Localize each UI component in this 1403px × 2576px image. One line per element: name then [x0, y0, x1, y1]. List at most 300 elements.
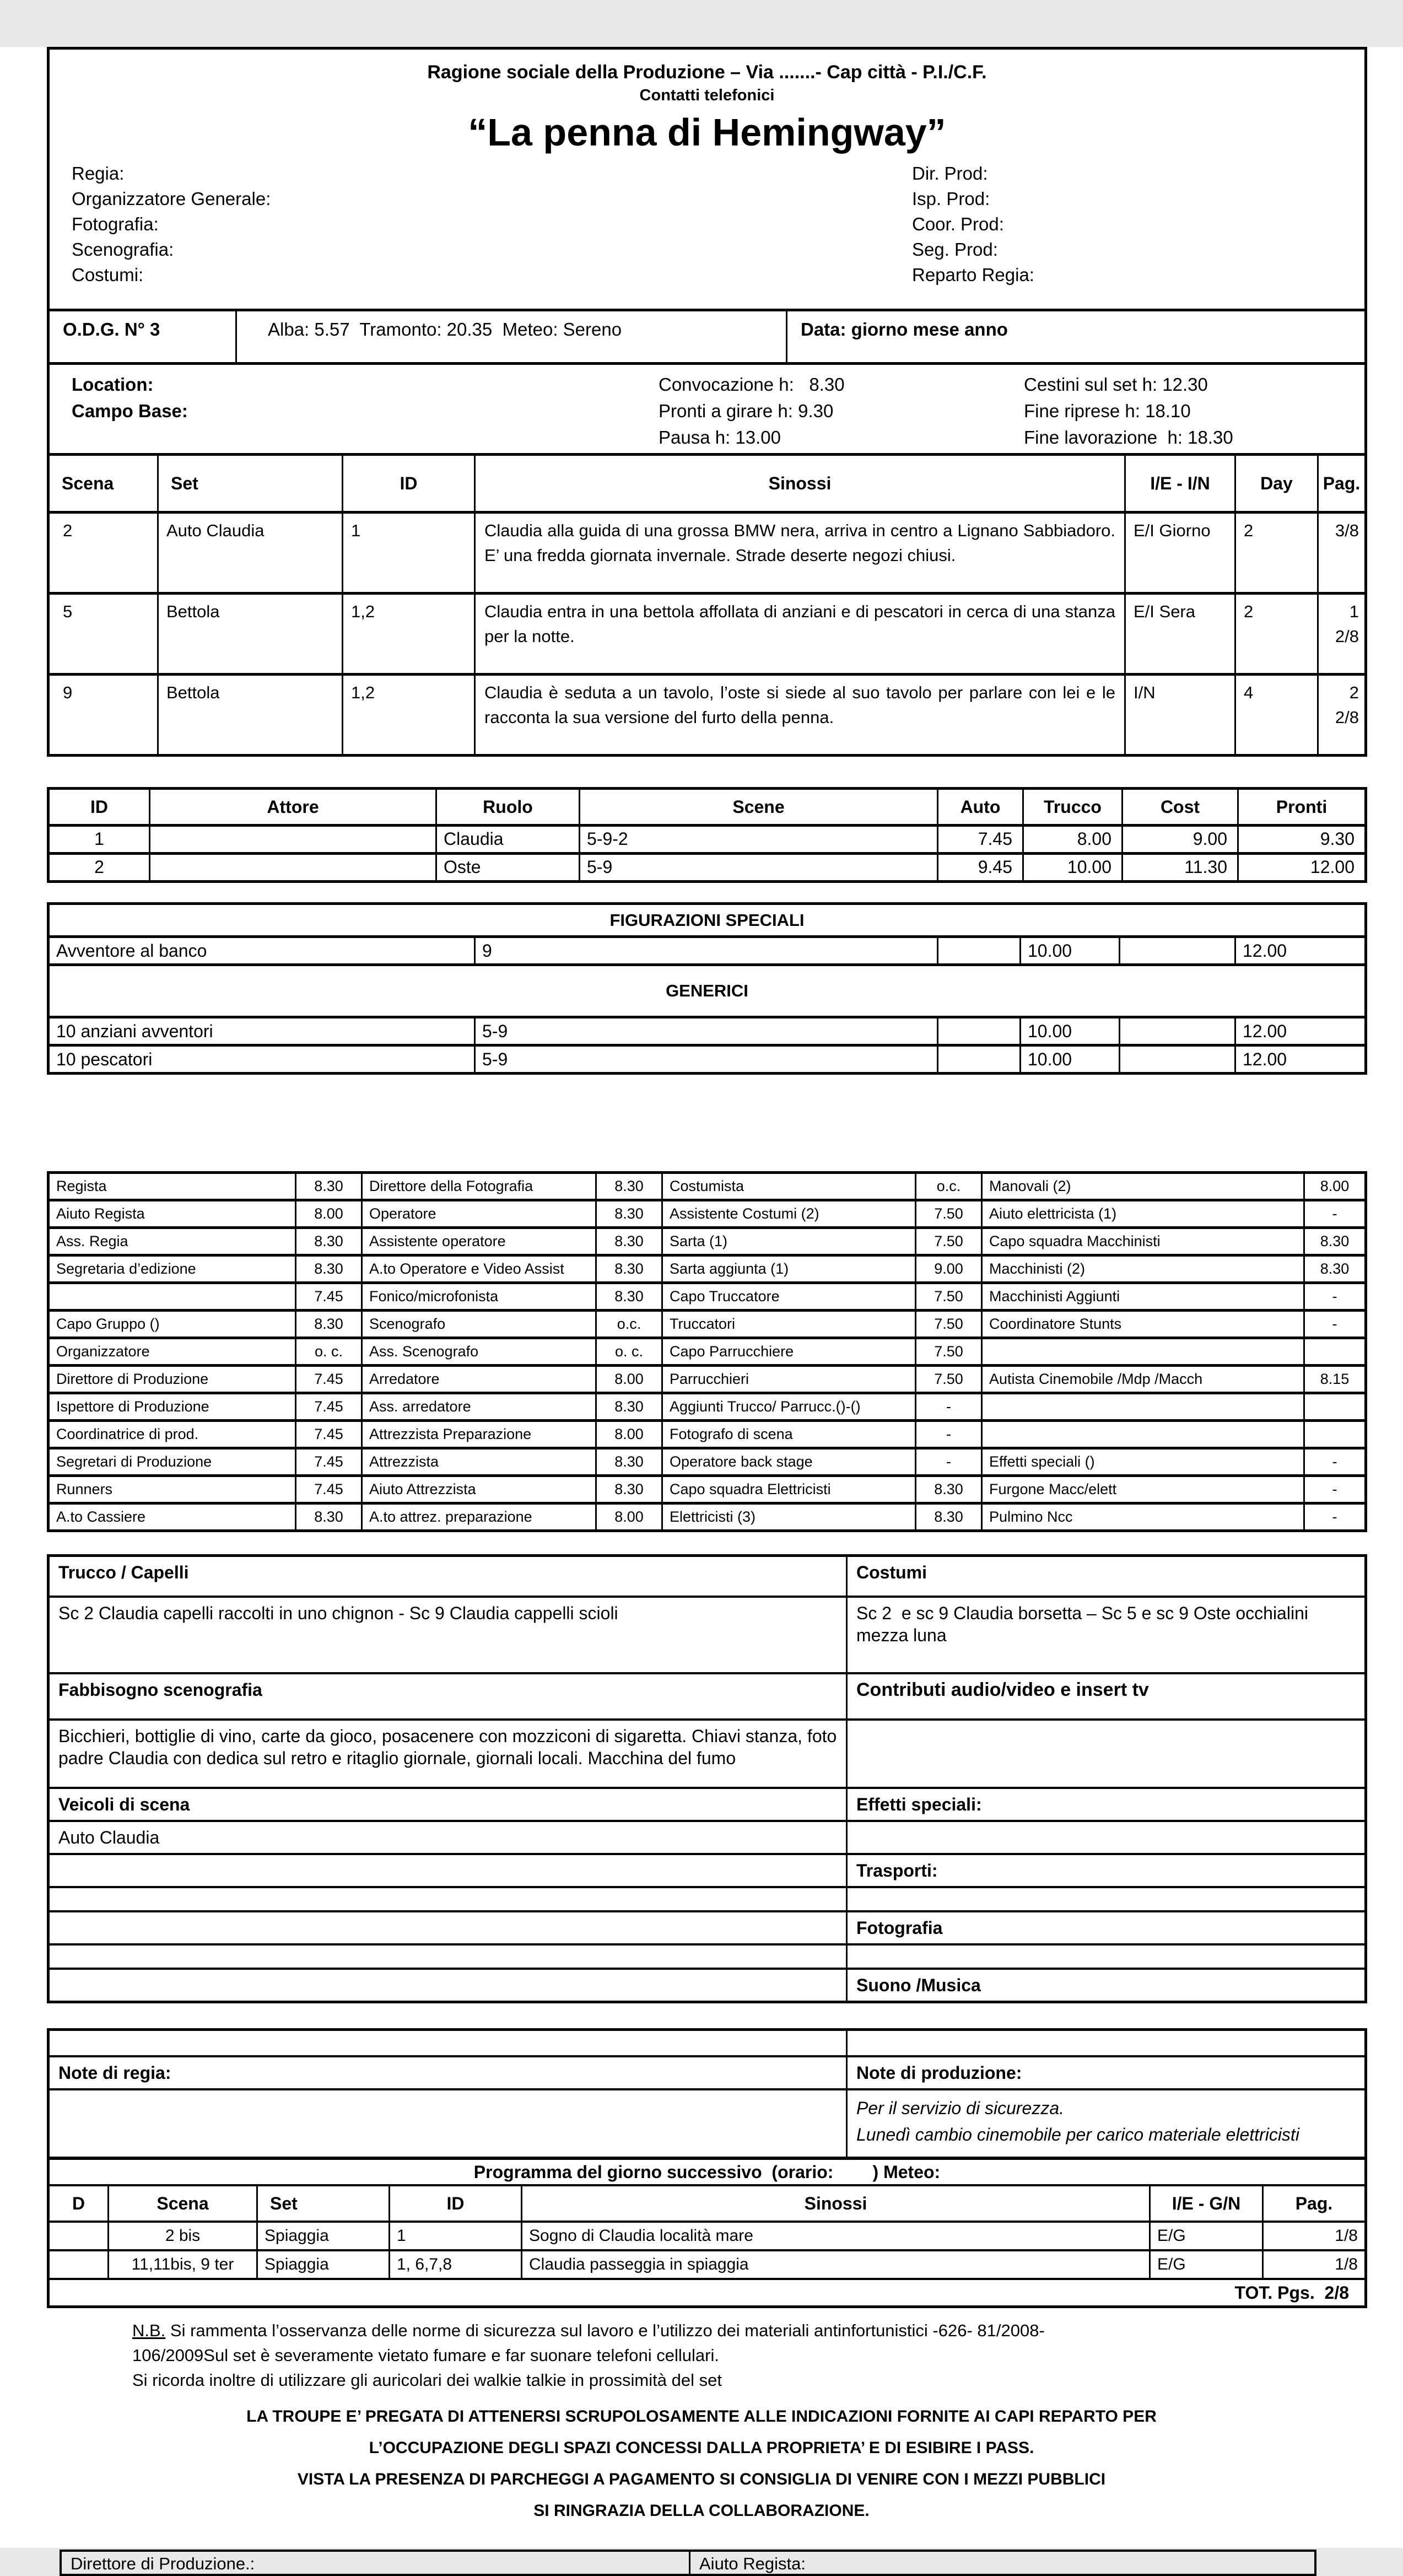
cell: Per il servizio di sicurezza. [856, 2098, 1064, 2118]
cell [937, 1047, 1019, 1072]
shoot-date: Data: giorno mese anno [786, 311, 1364, 362]
location-label [72, 398, 188, 424]
odg-row [50, 309, 1364, 365]
cell: 7.50 [915, 1312, 981, 1336]
cell: 2 [1234, 595, 1317, 673]
cell: 1 2/8 [1317, 595, 1364, 673]
director-notes-header: Note di regia: [58, 2063, 171, 2083]
cell: 10 pescatori [56, 1049, 153, 1069]
credit-label [72, 237, 271, 262]
cell: Scenografo [361, 1312, 595, 1336]
cell: 1,2 [342, 595, 474, 673]
cell: 7.45 [295, 1449, 361, 1474]
call-sheet-page [0, 47, 1403, 2573]
troupe-notice-line [0, 2471, 1403, 2488]
cell: Fonico/microfonista [361, 1284, 595, 1309]
dept-row [50, 1886, 1364, 1910]
cell: Fotografia: [72, 214, 159, 234]
column-header: ID [90, 796, 108, 817]
cell [981, 1394, 1303, 1419]
cell: o. c. [595, 1339, 661, 1364]
cell: 10.00 [1019, 1047, 1119, 1072]
cell: Lunedì cambio cinemobile per carico materiale elettricisti [856, 2125, 1299, 2144]
cell: Pulmino Ncc [981, 1505, 1303, 1529]
cell: Fotografo di scena [661, 1422, 915, 1447]
cell: Claudia passeggia in spiaggia [521, 2251, 1149, 2278]
credit-label [72, 186, 271, 212]
cell: Location: [72, 374, 154, 395]
empty-cell [846, 2031, 1364, 2055]
cell [149, 827, 435, 852]
cell [937, 1018, 1019, 1044]
production-notes-header: Note di produzione: [846, 2057, 1364, 2088]
cell: 10.00 [1019, 938, 1119, 963]
cell: Claudia [435, 827, 579, 852]
cell: 1, 6,7,8 [388, 2251, 521, 2278]
cell: 12.00 [1234, 1047, 1364, 1072]
cell: o. c. [295, 1339, 361, 1364]
sfx-header: Effetti speciali: [846, 1789, 1364, 1820]
column-header: Sinossi [474, 456, 1124, 511]
cell: 8.00 [595, 1422, 661, 1447]
av-inserts-header: Contributi audio/video e insert tv [846, 1674, 1364, 1718]
call-time [1024, 398, 1233, 424]
notes-header-row [50, 2055, 1364, 2088]
cell: LA TROUPE E’ PREGATA DI ATTENERSI SCRUPOLOSAMENTE ALLE INDICAZIONI FORNITE AI CAPI REPARTO PER [246, 2407, 1157, 2426]
cell: Arredatore [361, 1367, 595, 1392]
notes-content-row [50, 2088, 1364, 2157]
cell: 8.00 [595, 1367, 661, 1392]
cell: - [1303, 1284, 1364, 1309]
cell: Elettricisti (3) [661, 1505, 915, 1529]
next-day-row [50, 2221, 1364, 2249]
cell: - [1303, 1505, 1364, 1529]
cell: 9.00 [915, 1257, 981, 1281]
call-time [659, 424, 845, 451]
set-dressing-header: Fabbisogno scenografia [58, 1680, 262, 1700]
cell: Fine lavorazione h: 18.30 [1024, 427, 1233, 448]
call-times-row [50, 365, 1364, 453]
cell: 8.30 [595, 1201, 661, 1226]
column-header: Sinossi [521, 2186, 1149, 2221]
troupe-notice-line [0, 2439, 1403, 2456]
cell: 9.45 [937, 855, 1022, 880]
cell [1119, 1047, 1234, 1072]
cell: Ass. Regia [56, 1233, 128, 1249]
odg-number: O.D.G. N° 3 [50, 311, 237, 362]
credits-section [50, 161, 1364, 309]
cell: Cestini sul set h: 12.30 [1024, 374, 1208, 395]
cell: E/G [1149, 2223, 1262, 2249]
notes-empty-row [50, 2031, 1364, 2055]
cell: E/I Giorno [1124, 514, 1234, 592]
cell: Claudia alla guida di una grossa BMW nera, arriva in centro a Lignano Sabbiadoro. E’ una fredda giornata invernale. Strade deserte negozi chiusi. [474, 514, 1124, 592]
sun-weather-info: Alba: 5.57 Tramonto: 20.35 Meteo: Sereno [268, 319, 622, 339]
call-time [659, 398, 845, 424]
photography-header: Fotografia [846, 1912, 1364, 1943]
cell: Furgone Macc/elett [981, 1477, 1303, 1502]
cell: Ass. Scenografo [361, 1339, 595, 1364]
empty-cell [50, 1912, 846, 1943]
cell: 1/8 [1262, 2223, 1364, 2249]
cell: Campo Base: [72, 401, 188, 421]
column-header: Pag. [1262, 2186, 1364, 2221]
cell: Seg. Prod: [912, 239, 998, 260]
empty-cell [50, 1888, 846, 1910]
scene-table [50, 453, 1364, 754]
dept-row [50, 1968, 1364, 2001]
cell [1303, 1422, 1364, 1447]
dept-row [50, 1718, 1364, 1787]
column-header: Auto [937, 790, 1022, 824]
cell: Operatore back stage [661, 1449, 915, 1474]
cell: 8.30 [595, 1394, 661, 1419]
av-inserts-notes [846, 1721, 1364, 1787]
credits-left [72, 161, 271, 288]
cell: Sogno di Claudia località mare [521, 2223, 1149, 2249]
crew-row [50, 1281, 1364, 1309]
column-header: Pronti [1237, 790, 1364, 824]
cell: - [1303, 1201, 1364, 1226]
crew-row [50, 1174, 1364, 1199]
cell: 7.45 [295, 1394, 361, 1419]
cell: 4 [1234, 676, 1317, 754]
cell [981, 1339, 1303, 1364]
cell: 9 [63, 683, 73, 702]
cell: Reparto Regia: [912, 265, 1034, 285]
credit-label [72, 212, 271, 237]
cell: Sarta (1) [661, 1229, 915, 1254]
call-times-right [1024, 371, 1233, 451]
cell: 1/8 [1262, 2251, 1364, 2278]
column-header: Ruolo [435, 790, 579, 824]
troupe-notice [0, 2408, 1403, 2519]
cell: 5 [63, 602, 73, 621]
cell: Capo Truccatore [661, 1284, 915, 1309]
empty-cell [50, 1855, 846, 1886]
cell: 8.30 [295, 1229, 361, 1254]
cell: 8.30 [295, 1257, 361, 1281]
crew-row [50, 1364, 1364, 1392]
director-notes-content [50, 2090, 846, 2157]
transport-header: Trasporti: [846, 1855, 1364, 1886]
production-director-signature: Direttore di Produzione.: [62, 2552, 690, 2574]
cell: Bettola [157, 676, 342, 754]
cell [1303, 1339, 1364, 1364]
extras-row [50, 1018, 1364, 1044]
cell: 8.00 [595, 1505, 661, 1529]
cell: 8.30 [1303, 1257, 1364, 1281]
cell: 8.30 [295, 1505, 361, 1529]
cell: 10.00 [1019, 1018, 1119, 1044]
empty-cell [50, 1946, 846, 1968]
cell: 5-9-2 [579, 827, 937, 852]
cell [50, 2251, 107, 2278]
cell: 7.50 [915, 1229, 981, 1254]
cell: I/N [1124, 676, 1234, 754]
cell: o.c. [595, 1312, 661, 1336]
dept-row [50, 1787, 1364, 1820]
credit-label [72, 262, 271, 288]
column-header: Set [256, 2186, 388, 2221]
scene-row [50, 592, 1364, 673]
dept-row [50, 1853, 1364, 1886]
cell: Assistente Costumi (2) [661, 1201, 915, 1226]
cell: 8.30 [595, 1477, 661, 1502]
credit-label [912, 262, 1034, 288]
cast-table-header [50, 790, 1364, 824]
cell: Organizzatore Generale: [72, 188, 271, 209]
special-extras-header: FIGURAZIONI SPECIALI [609, 910, 805, 930]
next-day-row [50, 2249, 1364, 2278]
costumes-header: Costumi [846, 1557, 1364, 1596]
generic-extras-body [50, 1018, 1364, 1072]
cell: 8.30 [595, 1284, 661, 1309]
cell: 9.00 [1121, 827, 1237, 852]
column-header: Scene [579, 790, 937, 824]
cell: Isp. Prod: [912, 188, 990, 209]
cell: Regia: [72, 163, 125, 184]
cell: 12.00 [1234, 1018, 1364, 1044]
nb-line [132, 2318, 1212, 2343]
cell: A.to attrez. preparazione [361, 1505, 595, 1529]
dept-row [50, 1596, 1364, 1672]
cell: 9.30 [1237, 827, 1364, 852]
cell: Aiuto elettricista (1) [981, 1201, 1303, 1226]
next-day-table-body [50, 2221, 1364, 2278]
cell: 7.45 [295, 1422, 361, 1447]
crew-call-body [50, 1174, 1364, 1529]
set-dressing-notes: Bicchieri, bottiglie di vino, carte da gioco, posacenere con mozziconi di sigaretta. Chiavi stanza, foto padre Claudia con dedica sul retro e ritaglio giornale, giornali locali. Macchina del fumo [58, 1726, 837, 1768]
cell: - [915, 1449, 981, 1474]
cell: 8.30 [595, 1257, 661, 1281]
nb-label: N.B. [132, 2321, 166, 2340]
assistant-director-signature: Aiuto Regista: [699, 2554, 806, 2573]
column-header: Scena [107, 2186, 256, 2221]
makeup-hair-header: Trucco / Capelli [58, 1562, 189, 1582]
sound-music-header: Suono /Musica [846, 1970, 1364, 2001]
cell: Operatore [361, 1201, 595, 1226]
crew-row [50, 1419, 1364, 1447]
nb-text: Si rammenta l’osservanza delle norme di sicurezza sul lavoro e l’utilizzo dei materiali antinfortunistici -626- 81/2008- [165, 2321, 1045, 2340]
extras-row [50, 1044, 1364, 1072]
cell: Assistente operatore [361, 1229, 595, 1254]
crew-row [50, 1447, 1364, 1474]
cell: 8.30 [595, 1174, 661, 1199]
column-header: Pag. [1317, 456, 1364, 511]
cell [1119, 1018, 1234, 1044]
photography-notes [846, 1946, 1364, 1968]
cell: Coordinatrice di prod. [56, 1426, 199, 1442]
cell: 8.00 [1303, 1174, 1364, 1199]
cell: - [1303, 1477, 1364, 1502]
cell: 7.50 [915, 1339, 981, 1364]
cell: o.c. [915, 1174, 981, 1199]
credit-label [912, 161, 1034, 186]
cell [149, 855, 435, 880]
dept-row [50, 1910, 1364, 1943]
cell: 1 [94, 829, 104, 849]
cell: Regista [56, 1178, 107, 1194]
cell: 7.45 [295, 1284, 361, 1309]
cell: Coordinatore Stunts [981, 1312, 1303, 1336]
cell: Effetti speciali () [981, 1449, 1303, 1474]
makeup-hair-notes: Sc 2 Claudia capelli raccolti in uno chignon - Sc 9 Claudia cappelli scioli [58, 1603, 618, 1623]
credit-label [72, 161, 271, 186]
credit-label [912, 186, 1034, 212]
cell: 11,11bis, 9 ter [107, 2251, 256, 2278]
special-extras-body [50, 935, 1364, 963]
dept-row [50, 1820, 1364, 1853]
cell: 12.00 [1237, 855, 1364, 880]
nb-line: Si ricorda inoltre di utilizzare gli auricolari dei walkie talkie in prossimità del set [132, 2370, 722, 2390]
cell: 8.30 [295, 1174, 361, 1199]
cell: Autista Cinemobile /Mdp /Macch [981, 1367, 1303, 1392]
troupe-notice-line [0, 2408, 1403, 2425]
cell: Costumista [661, 1174, 915, 1199]
cell: 7.50 [915, 1367, 981, 1392]
dept-row [50, 1672, 1364, 1718]
call-times-middle [659, 371, 845, 451]
cell: E/I Sera [1124, 595, 1234, 673]
cell: E/G [1149, 2251, 1262, 2278]
cell: 2 bis [107, 2223, 256, 2249]
cell: 11.30 [1121, 855, 1237, 880]
empty-cell [50, 2031, 846, 2055]
column-header: I/E - G/N [1149, 2186, 1262, 2221]
notes-and-next-day-box [47, 2028, 1367, 2308]
cell: - [1303, 1312, 1364, 1336]
cell [937, 938, 1019, 963]
cell: Direttore della Fotografia [361, 1174, 595, 1199]
film-title: “La penna di Hemingway” [468, 111, 946, 154]
crew-row [50, 1226, 1364, 1254]
cell: 5-9 [579, 855, 937, 880]
cell: Dir. Prod: [912, 163, 988, 184]
cell: 8.30 [915, 1477, 981, 1502]
scene-row [50, 511, 1364, 592]
cell: Capo squadra Elettricisti [661, 1477, 915, 1502]
column-header: Cost [1121, 790, 1237, 824]
crew-row [50, 1474, 1364, 1502]
cell: 10 anziani avventori [56, 1021, 213, 1041]
cell [50, 2223, 107, 2249]
cell: Truccatori [661, 1312, 915, 1336]
department-notes-table [47, 1554, 1367, 2003]
next-day-title: Programma del giorno successivo (orario: ) Meteo: [50, 2157, 1364, 2184]
cell: 8.30 [1303, 1229, 1364, 1254]
cell: Macchinisti Aggiunti [981, 1284, 1303, 1309]
cell: Capo squadra Macchinisti [981, 1229, 1303, 1254]
cell: Attrezzista Preparazione [361, 1422, 595, 1447]
cell: Avventore al banco [56, 941, 207, 961]
cell: 8.00 [295, 1201, 361, 1226]
cell: Parrucchieri [661, 1367, 915, 1392]
credits-right [912, 161, 1034, 288]
crew-row [50, 1392, 1364, 1419]
cell: 7.45 [295, 1367, 361, 1392]
cell: 5-9 [474, 1018, 937, 1044]
cell: Fine riprese h: 18.10 [1024, 401, 1191, 421]
cell: 10.00 [1022, 855, 1121, 880]
nb-line: 106/2009Sul set è severamente vietato fumare e far suonare telefoni cellulari. [132, 2346, 719, 2365]
cell: L’OCCUPAZIONE DEGLI SPAZI CONCESSI DALLA PROPRIETA’ E DI ESIBIRE I PASS. [369, 2439, 1034, 2457]
scene-vehicles-header: Veicoli di scena [58, 1794, 190, 1814]
cell: Segretari di Produzione [56, 1453, 212, 1470]
column-header: Attore [149, 790, 435, 824]
column-header: D [72, 2193, 85, 2213]
cell: Attrezzista [361, 1449, 595, 1474]
column-header: Day [1234, 456, 1317, 511]
cell: 3/8 [1317, 514, 1364, 592]
cell: 2 [94, 857, 104, 877]
cell: 8.15 [1303, 1367, 1364, 1392]
cell: 2 [63, 521, 73, 540]
cell: 8.30 [295, 1312, 361, 1336]
cell: Coor. Prod: [912, 214, 1004, 234]
call-time [659, 371, 845, 398]
production-note-line [856, 2121, 1356, 2148]
extras-table [47, 902, 1367, 1075]
cell: A.to Operatore e Video Assist [361, 1257, 595, 1281]
company-line: Ragione sociale della Produzione – Via .......- Cap città - P.I./C.F. [427, 62, 987, 83]
cell: Ispettore di Produzione [56, 1398, 209, 1415]
crew-row [50, 1502, 1364, 1529]
nb-safety-note [132, 2318, 1212, 2392]
column-header: Trucco [1022, 790, 1121, 824]
empty-cell [50, 1970, 846, 2001]
crew-row [50, 1254, 1364, 1281]
scene-vehicles-notes: Auto Claudia [58, 1828, 160, 1847]
cell: Spiaggia [256, 2223, 388, 2249]
scene-table-header [50, 453, 1364, 511]
cell: 8.30 [595, 1229, 661, 1254]
production-note-line [856, 2095, 1356, 2121]
cell [981, 1422, 1303, 1447]
cell: Costumi: [72, 265, 144, 285]
contacts-line: Contatti telefonici [639, 87, 775, 104]
column-header: ID [388, 2186, 521, 2221]
cell: 8.30 [595, 1449, 661, 1474]
extras-row [50, 935, 1364, 963]
crew-row [50, 1336, 1364, 1364]
cell: Oste [435, 855, 579, 880]
cell: 8.00 [1022, 827, 1121, 852]
cell: 2 2/8 [1317, 676, 1364, 754]
cell: 1,2 [342, 676, 474, 754]
cast-table-body [50, 824, 1364, 880]
cell: Convocazione h: 8.30 [659, 374, 845, 395]
dept-row [50, 1557, 1364, 1596]
cell: Capo Parrucchiere [661, 1339, 915, 1364]
cell: VISTA LA PRESENZA DI PARCHEGGI A PAGAMENTO SI CONSIGLIA DI VENIRE CON I MEZZI PUBBLICI [297, 2470, 1106, 2488]
crew-row [50, 1199, 1364, 1226]
costumes-notes: Sc 2 e sc 9 Claudia borsetta – Sc 5 e sc 9 Oste occhialini mezza luna [846, 1598, 1364, 1672]
cell: 7.45 [937, 827, 1022, 852]
cell: Spiaggia [256, 2251, 388, 2278]
production-notes-content [846, 2090, 1364, 2157]
signature-footer [60, 2550, 1316, 2576]
cell: Direttore di Produzione [56, 1371, 209, 1387]
cell: - [915, 1422, 981, 1447]
credit-label [912, 212, 1034, 237]
cell: 7.50 [915, 1201, 981, 1226]
cell: Sarta aggiunta (1) [661, 1257, 915, 1281]
cell: Aiuto Attrezzista [361, 1477, 595, 1502]
transport-notes [846, 1888, 1364, 1910]
cell: Runners [56, 1481, 113, 1497]
cell: 7.45 [295, 1477, 361, 1502]
